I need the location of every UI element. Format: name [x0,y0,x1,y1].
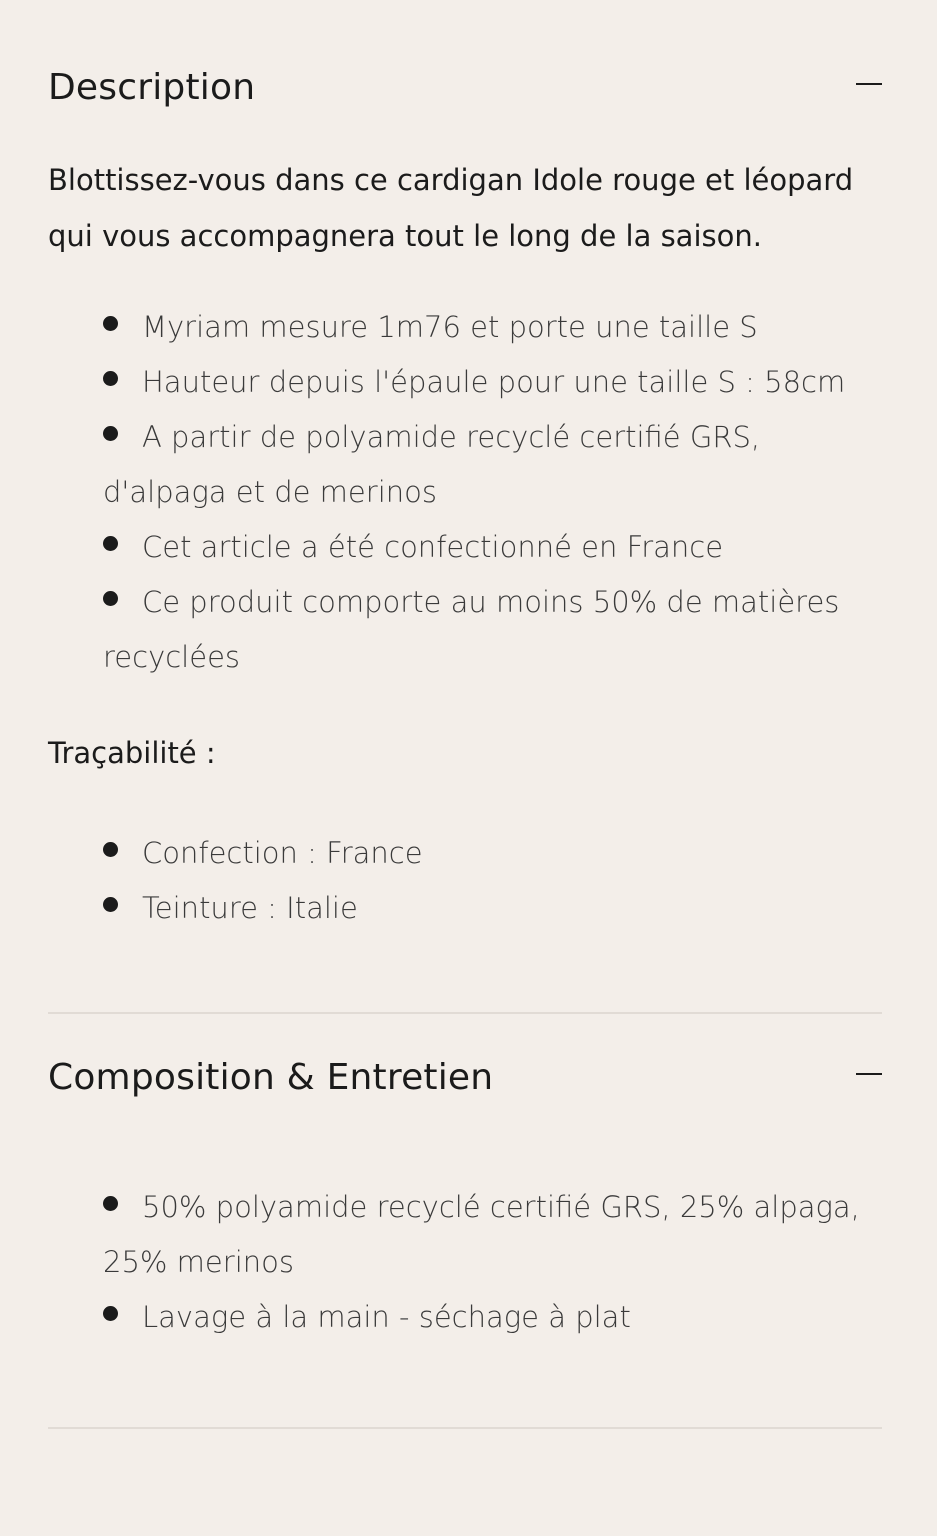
composition-bullets [48,1180,882,1345]
list-item: Lavage à la main - séchage à plat [103,1290,882,1345]
bullet-icon [103,316,118,331]
list-item: A partir de polyamide recyclé certifié GRS, d'alpaga et de merinos [103,420,761,509]
minus-icon [856,1073,882,1075]
bullet-icon [103,371,118,386]
bullet-icon [103,897,118,912]
bullet-icon [103,842,118,857]
description-intro: Blottissez-vous dans ce cardigan Idole rouge et léopard qui vous accompagnera tout le long de la saison. [48,163,854,253]
description-header[interactable] [48,66,882,126]
list-item: 50% polyamide recyclé certifié GRS, 25% alpaga, 25% merinos [103,1190,860,1279]
bullet-icon [103,536,118,551]
list-item: Confection : France [103,826,882,881]
collapse-composition-button[interactable] [854,1064,882,1084]
collapse-description-button[interactable] [854,74,882,94]
traceability-title: Traçabilité : [48,736,216,770]
description-section [48,66,882,936]
list-item: Myriam mesure 1m76 et porte une taille S [103,300,882,355]
bullet-icon [103,1196,118,1211]
description-title: Description [48,67,256,108]
section-divider [48,1012,882,1014]
list-item: Cet article a été confectionné en France [103,520,882,575]
minus-icon [856,83,882,85]
bullet-icon [103,1306,118,1321]
bullet-icon [103,591,118,606]
composition-title: Composition & Entretien [48,1057,494,1098]
section-divider [48,1427,882,1429]
list-item: Ce produit comporte au moins 50% de matières recyclées [103,585,840,674]
composition-header[interactable] [48,1056,882,1116]
bullet-icon [103,426,118,441]
traceability-bullets [48,826,882,936]
description-bullets [48,300,882,685]
list-item: Teinture : Italie [103,881,882,936]
list-item: Hauteur depuis l'épaule pour une taille S : 58cm [103,355,882,410]
composition-section [48,1056,882,1345]
